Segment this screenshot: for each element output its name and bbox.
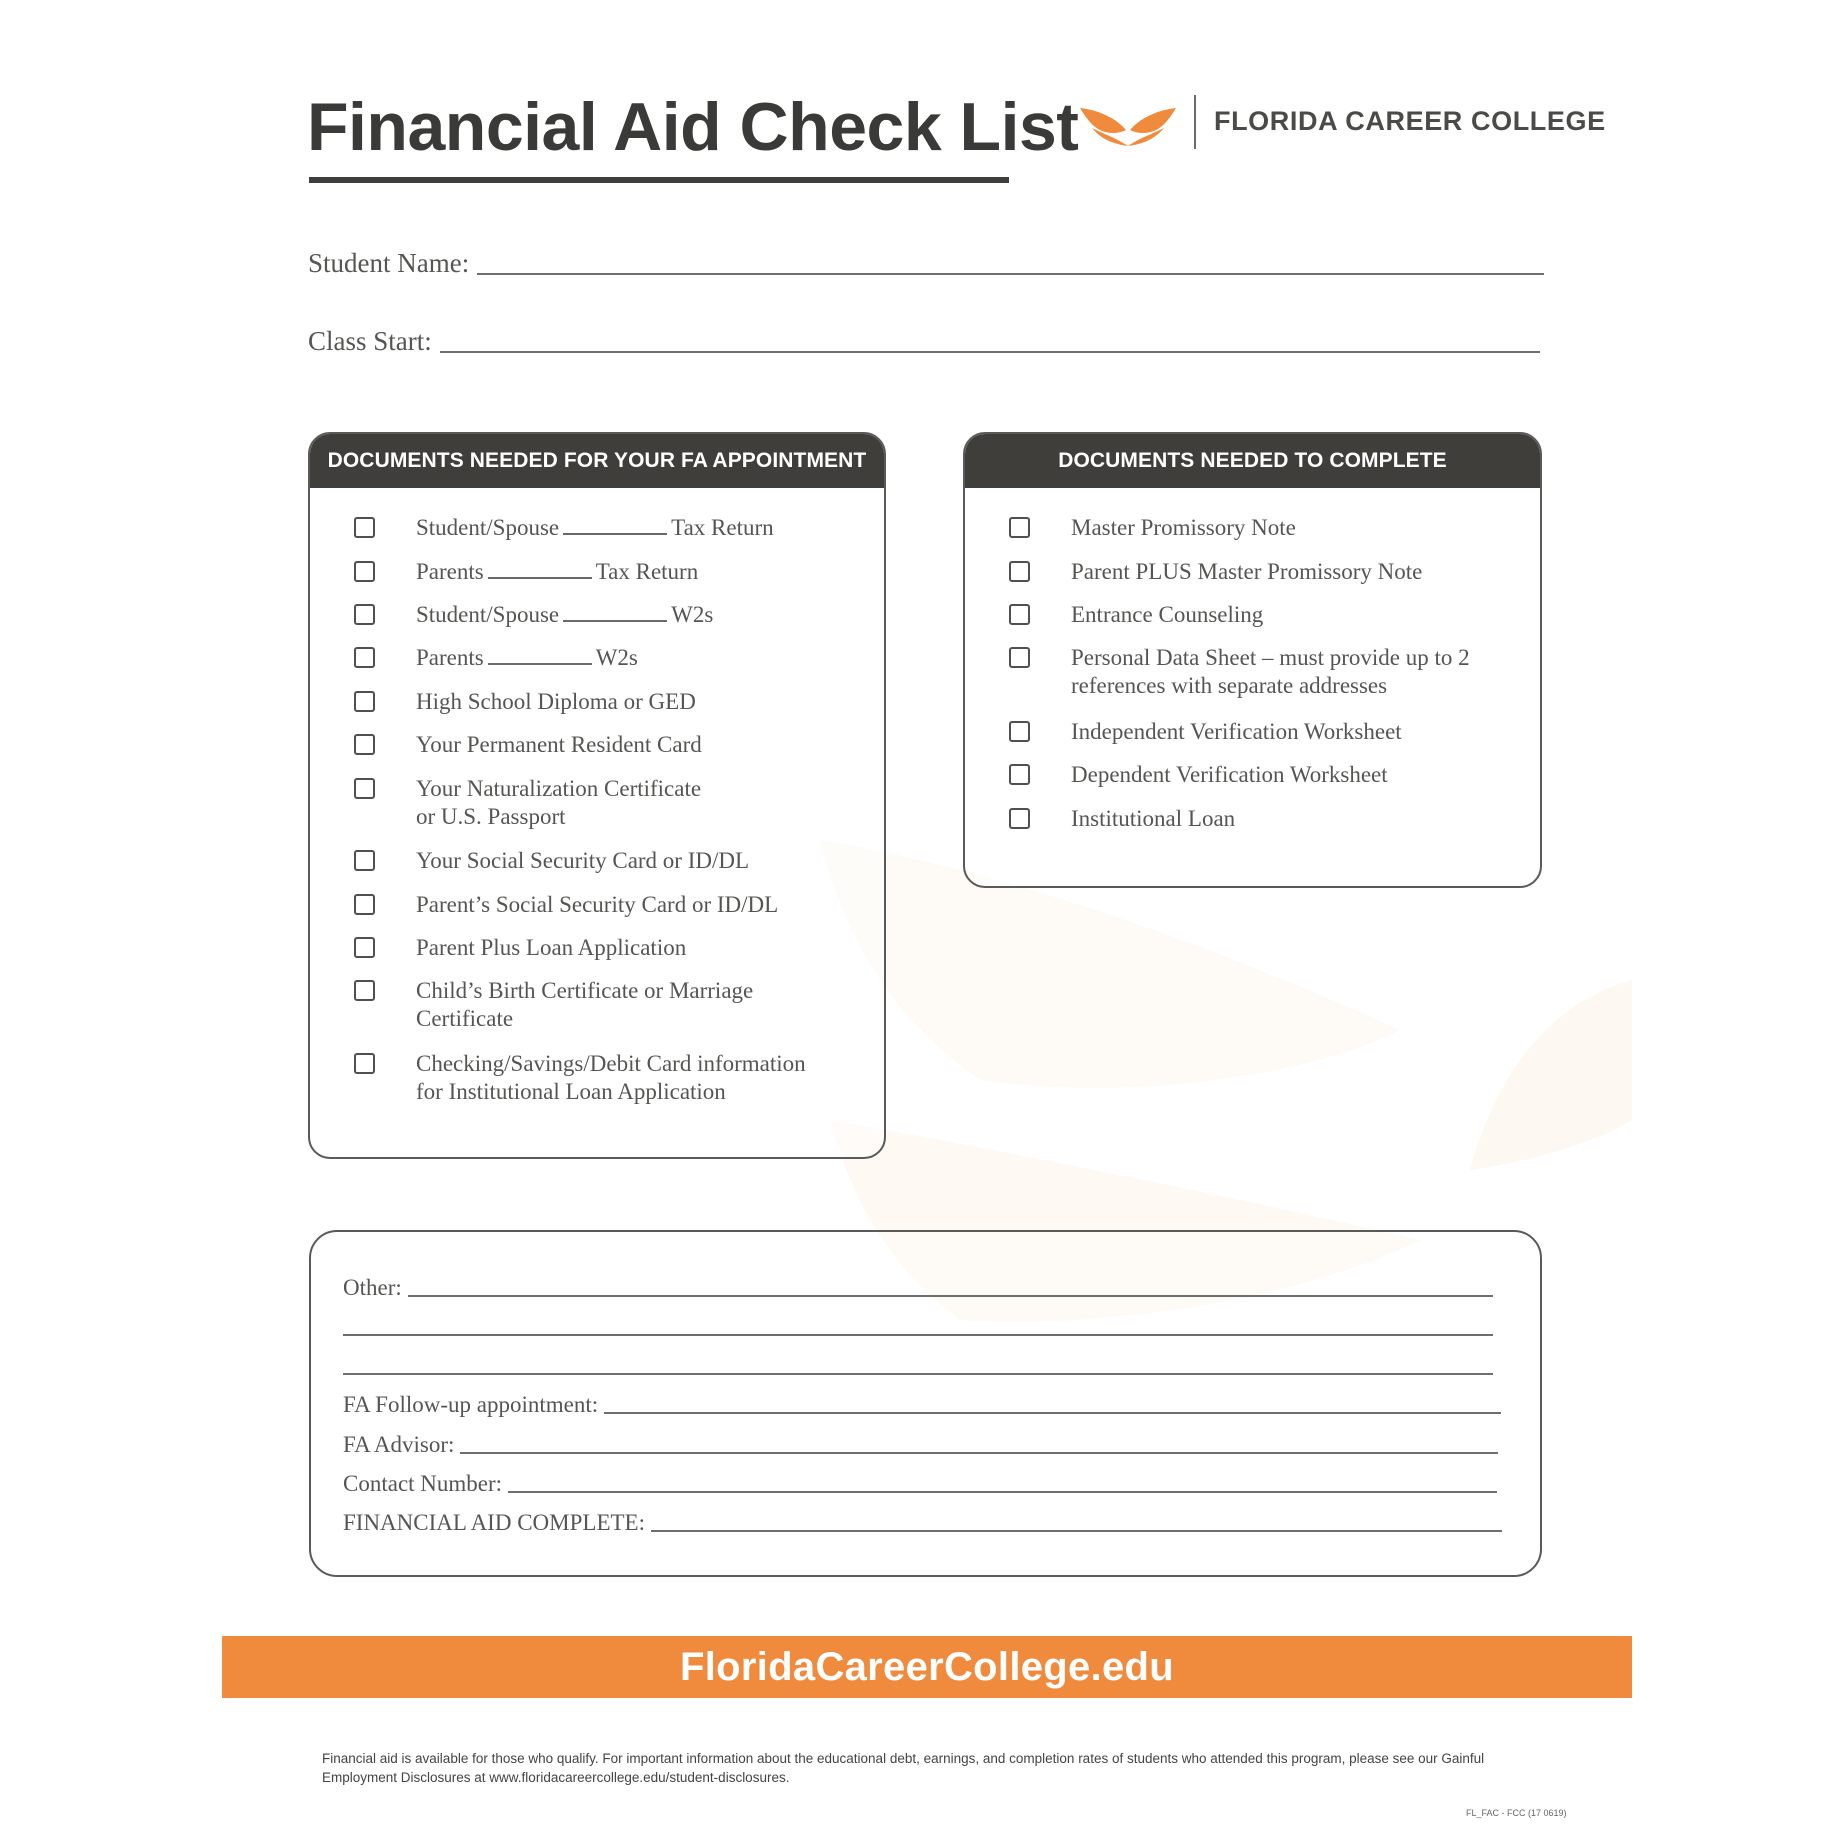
checkbox[interactable] bbox=[1009, 808, 1030, 829]
item-label-continued: or U.S. Passport bbox=[416, 804, 566, 829]
checkbox[interactable] bbox=[1009, 721, 1030, 742]
fa-advisor-field[interactable] bbox=[343, 1432, 1498, 1458]
item-label-continued: references with separate addresses bbox=[1071, 673, 1388, 698]
item-label: W2s bbox=[671, 602, 714, 627]
item-label: Parent Plus Loan Application bbox=[416, 935, 687, 960]
fa-advisor-label: FA Advisor: bbox=[343, 1432, 455, 1457]
checkbox[interactable] bbox=[354, 1053, 375, 1074]
item-label: Tax Return bbox=[595, 559, 699, 584]
item-label-continued: Certificate bbox=[416, 1006, 514, 1031]
item-label: Parent’s Social Security Card or ID/DL bbox=[416, 892, 779, 917]
class-start-field[interactable] bbox=[308, 326, 1540, 357]
item-label: Independent Verification Worksheet bbox=[1071, 719, 1402, 744]
item-label: Parents bbox=[416, 645, 484, 670]
checkbox[interactable] bbox=[1009, 517, 1030, 538]
complete-panel-heading: DOCUMENTS NEEDED TO COMPLETE bbox=[965, 434, 1540, 488]
fill-in-blank[interactable] bbox=[563, 533, 667, 535]
fill-in-blank[interactable] bbox=[488, 577, 592, 579]
title-underline bbox=[309, 177, 1009, 183]
item-label: Parent PLUS Master Promissory Note bbox=[1071, 559, 1423, 584]
item-label: Dependent Verification Worksheet bbox=[1071, 762, 1388, 787]
website-banner bbox=[222, 1636, 1632, 1698]
item-label: Personal Data Sheet – must provide up to 2 bbox=[1071, 645, 1470, 670]
checkbox[interactable] bbox=[354, 980, 375, 1001]
other-line-extra[interactable] bbox=[343, 1334, 1493, 1336]
disclaimer-text: Financial aid is available for those who qualify. For important information about the educational debt, earnings, and completion rates of students who attended this program, please see our Gainful Employment Disclosures at www.floridacareercollege.edu/student-disclosures. bbox=[322, 1751, 1485, 1785]
student-name-field[interactable] bbox=[308, 248, 1544, 279]
checkbox[interactable] bbox=[354, 734, 375, 755]
checkbox[interactable] bbox=[1009, 764, 1030, 785]
logo-divider bbox=[1194, 95, 1196, 149]
item-label-continued: for Institutional Loan Application bbox=[416, 1079, 726, 1104]
checkbox[interactable] bbox=[354, 517, 375, 538]
checkbox[interactable] bbox=[354, 778, 375, 799]
item-label: Tax Return bbox=[671, 515, 774, 540]
checkbox[interactable] bbox=[1009, 604, 1030, 625]
contact-number-field[interactable] bbox=[343, 1471, 1497, 1497]
item-label: Child’s Birth Certificate or Marriage bbox=[416, 978, 754, 1003]
appointment-panel-heading: DOCUMENTS NEEDED FOR YOUR FA APPOINTMENT bbox=[310, 434, 884, 488]
student-name-line[interactable] bbox=[477, 273, 1544, 275]
fill-in-blank[interactable] bbox=[563, 620, 667, 622]
student-name-label: Student Name: bbox=[308, 248, 470, 278]
follow-up-appointment-label: FA Follow-up appointment: bbox=[343, 1392, 599, 1417]
checkbox[interactable] bbox=[354, 894, 375, 915]
page-title: Financial Aid Check List bbox=[307, 89, 1079, 165]
other-line[interactable] bbox=[408, 1295, 1493, 1297]
item-label: Checking/Savings/Debit Card information bbox=[416, 1051, 806, 1076]
checkbox[interactable] bbox=[1009, 647, 1030, 668]
checkbox[interactable] bbox=[354, 561, 375, 582]
other-line-extra[interactable] bbox=[343, 1373, 1493, 1375]
appointment-documents-panel bbox=[308, 432, 886, 1159]
checkbox[interactable] bbox=[1009, 561, 1030, 582]
website-link[interactable]: FloridaCareerCollege.edu bbox=[680, 1644, 1174, 1689]
item-label: Student/Spouse bbox=[416, 515, 560, 540]
item-label: Your Social Security Card or ID/DL bbox=[416, 848, 750, 873]
wing-logo-icon bbox=[1078, 100, 1178, 148]
item-label: High School Diploma or GED bbox=[416, 689, 696, 714]
follow-up-panel bbox=[309, 1230, 1542, 1577]
follow-up-appointment-line[interactable] bbox=[604, 1412, 1501, 1414]
financial-aid-complete-field[interactable] bbox=[343, 1510, 1502, 1536]
fill-in-blank[interactable] bbox=[488, 663, 592, 665]
item-label: Your Permanent Resident Card bbox=[416, 732, 702, 757]
other-label: Other: bbox=[343, 1275, 402, 1300]
item-label: Master Promissory Note bbox=[1071, 515, 1296, 540]
form-code: FL_FAC - FCC (17 0619) bbox=[1466, 1808, 1567, 1818]
checkbox[interactable] bbox=[354, 691, 375, 712]
item-label: Parents bbox=[416, 559, 484, 584]
financial-aid-complete-label: FINANCIAL AID COMPLETE: bbox=[343, 1510, 645, 1535]
contact-number-line[interactable] bbox=[508, 1491, 1497, 1493]
complete-documents-panel bbox=[963, 432, 1542, 888]
contact-number-label: Contact Number: bbox=[343, 1471, 503, 1496]
item-label: Your Naturalization Certificate bbox=[416, 776, 702, 801]
item-label: W2s bbox=[595, 645, 638, 670]
checkbox[interactable] bbox=[354, 604, 375, 625]
fa-advisor-line[interactable] bbox=[460, 1452, 1498, 1454]
checkbox[interactable] bbox=[354, 937, 375, 958]
item-label: Institutional Loan bbox=[1071, 806, 1236, 831]
item-label: Student/Spouse bbox=[416, 602, 560, 627]
financial-aid-complete-line[interactable] bbox=[651, 1530, 1502, 1532]
brand-name: FLORIDA CAREER COLLEGE bbox=[1214, 106, 1606, 136]
follow-up-appointment-field[interactable] bbox=[343, 1392, 1501, 1418]
item-label: Entrance Counseling bbox=[1071, 602, 1264, 627]
checkbox[interactable] bbox=[354, 647, 375, 668]
other-field[interactable] bbox=[343, 1275, 1493, 1301]
class-start-label: Class Start: bbox=[308, 326, 432, 356]
checkbox[interactable] bbox=[354, 850, 375, 871]
class-start-line[interactable] bbox=[440, 351, 1540, 353]
